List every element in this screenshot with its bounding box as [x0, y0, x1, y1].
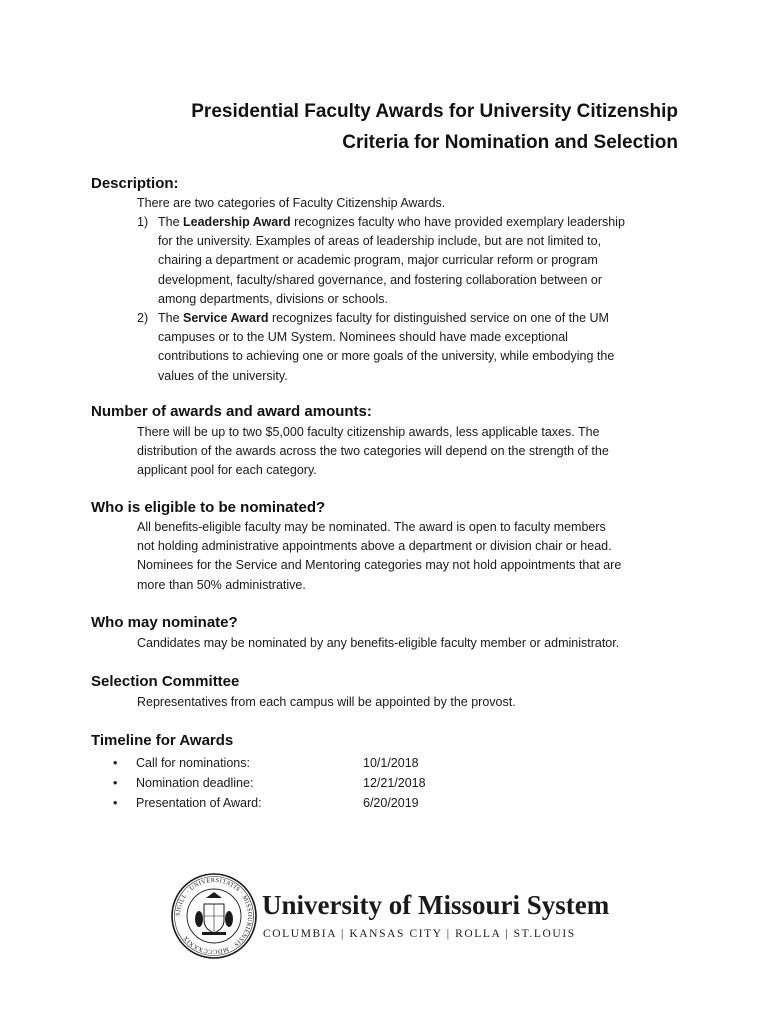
list-item-line: chairing a department or academic program, major curricular reform or program — [158, 253, 598, 268]
bullet: • — [113, 776, 118, 790]
award-categories-list — [137, 213, 682, 386]
university-logo — [170, 872, 610, 962]
nominators-paragraph — [137, 634, 682, 653]
paragraph-line: Nominees for the Service and Mentoring categories may not hold appointments that are — [137, 558, 622, 573]
list-number: 2) — [137, 311, 149, 326]
description-intro-line: There are two categories of Faculty Citizenship Awards. — [137, 196, 446, 210]
eligibility-heading: Who is eligible to be nominated? — [91, 499, 326, 516]
description-heading: Description: — [91, 175, 179, 192]
paragraph-line: There will be up to two $5,000 faculty citizenship awards, less applicable taxes. The — [137, 425, 600, 439]
timeline-date: 10/1/2018 — [363, 756, 419, 770]
timeline-label: Presentation of Award: — [136, 796, 262, 810]
list-item-prefix: The — [158, 215, 184, 229]
list-item-text: recognizes faculty who have provided exemplary leadership — [290, 215, 625, 229]
list-item-text: recognizes faculty for distinguished service on one of the UM — [268, 311, 609, 326]
list-item-line: for the university. Examples of areas of leadership include, but are not limited to, — [158, 234, 602, 249]
list-item-line: values of the university. — [158, 368, 288, 383]
title-line-2: Criteria for Nomination and Selection — [342, 132, 678, 153]
committee-paragraph — [137, 693, 682, 712]
document-title — [191, 96, 678, 158]
list-number: 1) — [137, 215, 149, 229]
award-name-service: Service Award — [183, 311, 269, 326]
paragraph-line: All benefits-eligible faculty may be nominated. The award is open to faculty members — [137, 520, 606, 534]
awards-paragraph — [137, 423, 682, 481]
title-line-1: Presidential Faculty Awards for University Citizenship — [191, 101, 678, 122]
list-item-line: contributions to achieving one or more goals of the university, while embodying the — [158, 349, 615, 364]
timeline-label: Call for nominations: — [136, 756, 250, 770]
university-seal-icon — [170, 872, 258, 960]
awards-heading: Number of awards and award amounts: — [91, 403, 372, 420]
paragraph-line: Candidates may be nominated by any benefits-eligible faculty member or administrator. — [137, 636, 620, 650]
list-item-first-line — [158, 213, 682, 232]
timeline-row — [113, 793, 513, 813]
seal-text: SIGILL · UNIVERSITATIS · MISSOURIENSIS · MDCCCXXXIX — [174, 876, 254, 956]
bullet: • — [113, 756, 118, 770]
list-item-line: campuses or to the UM System. Nominees should have made exceptional — [158, 330, 568, 345]
timeline-date: 6/20/2019 — [363, 796, 419, 810]
institution-name: University of Missouri System — [262, 890, 610, 920]
timeline-label: Nomination deadline: — [136, 776, 254, 790]
timeline-row — [113, 753, 513, 773]
paragraph-line: Representatives from each campus will be appointed by the provost. — [137, 695, 516, 709]
paragraph-line: more than 50% administrative. — [137, 577, 306, 592]
paragraph-line: applicant pool for each category. — [137, 463, 317, 478]
list-item-line: development, faculty/shared governance, and fostering collaboration between or — [158, 272, 603, 287]
timeline-row — [113, 773, 513, 793]
award-name-leadership: Leadership Award — [183, 215, 291, 229]
committee-heading: Selection Committee — [91, 673, 240, 690]
description-intro — [137, 194, 682, 213]
paragraph-line: not holding administrative appointments above a department or division chair or head. — [137, 539, 612, 554]
list-item-service — [137, 309, 682, 386]
list-item-first-line — [158, 309, 682, 328]
timeline-date: 12/21/2018 — [363, 776, 426, 790]
list-item-line: among departments, divisions or schools. — [158, 291, 388, 306]
eligibility-paragraph — [137, 518, 682, 595]
bullet: • — [113, 796, 118, 810]
list-item-leadership — [137, 213, 682, 309]
paragraph-line: distribution of the awards across the two categories will depend on the strength of the — [137, 444, 609, 459]
campus-list: COLUMBIA | KANSAS CITY | ROLLA | ST.LOUIS — [263, 928, 576, 940]
timeline-list — [113, 753, 513, 813]
nominators-heading: Who may nominate? — [91, 614, 238, 631]
timeline-heading: Timeline for Awards — [91, 732, 234, 749]
list-item-prefix: The — [158, 311, 184, 326]
